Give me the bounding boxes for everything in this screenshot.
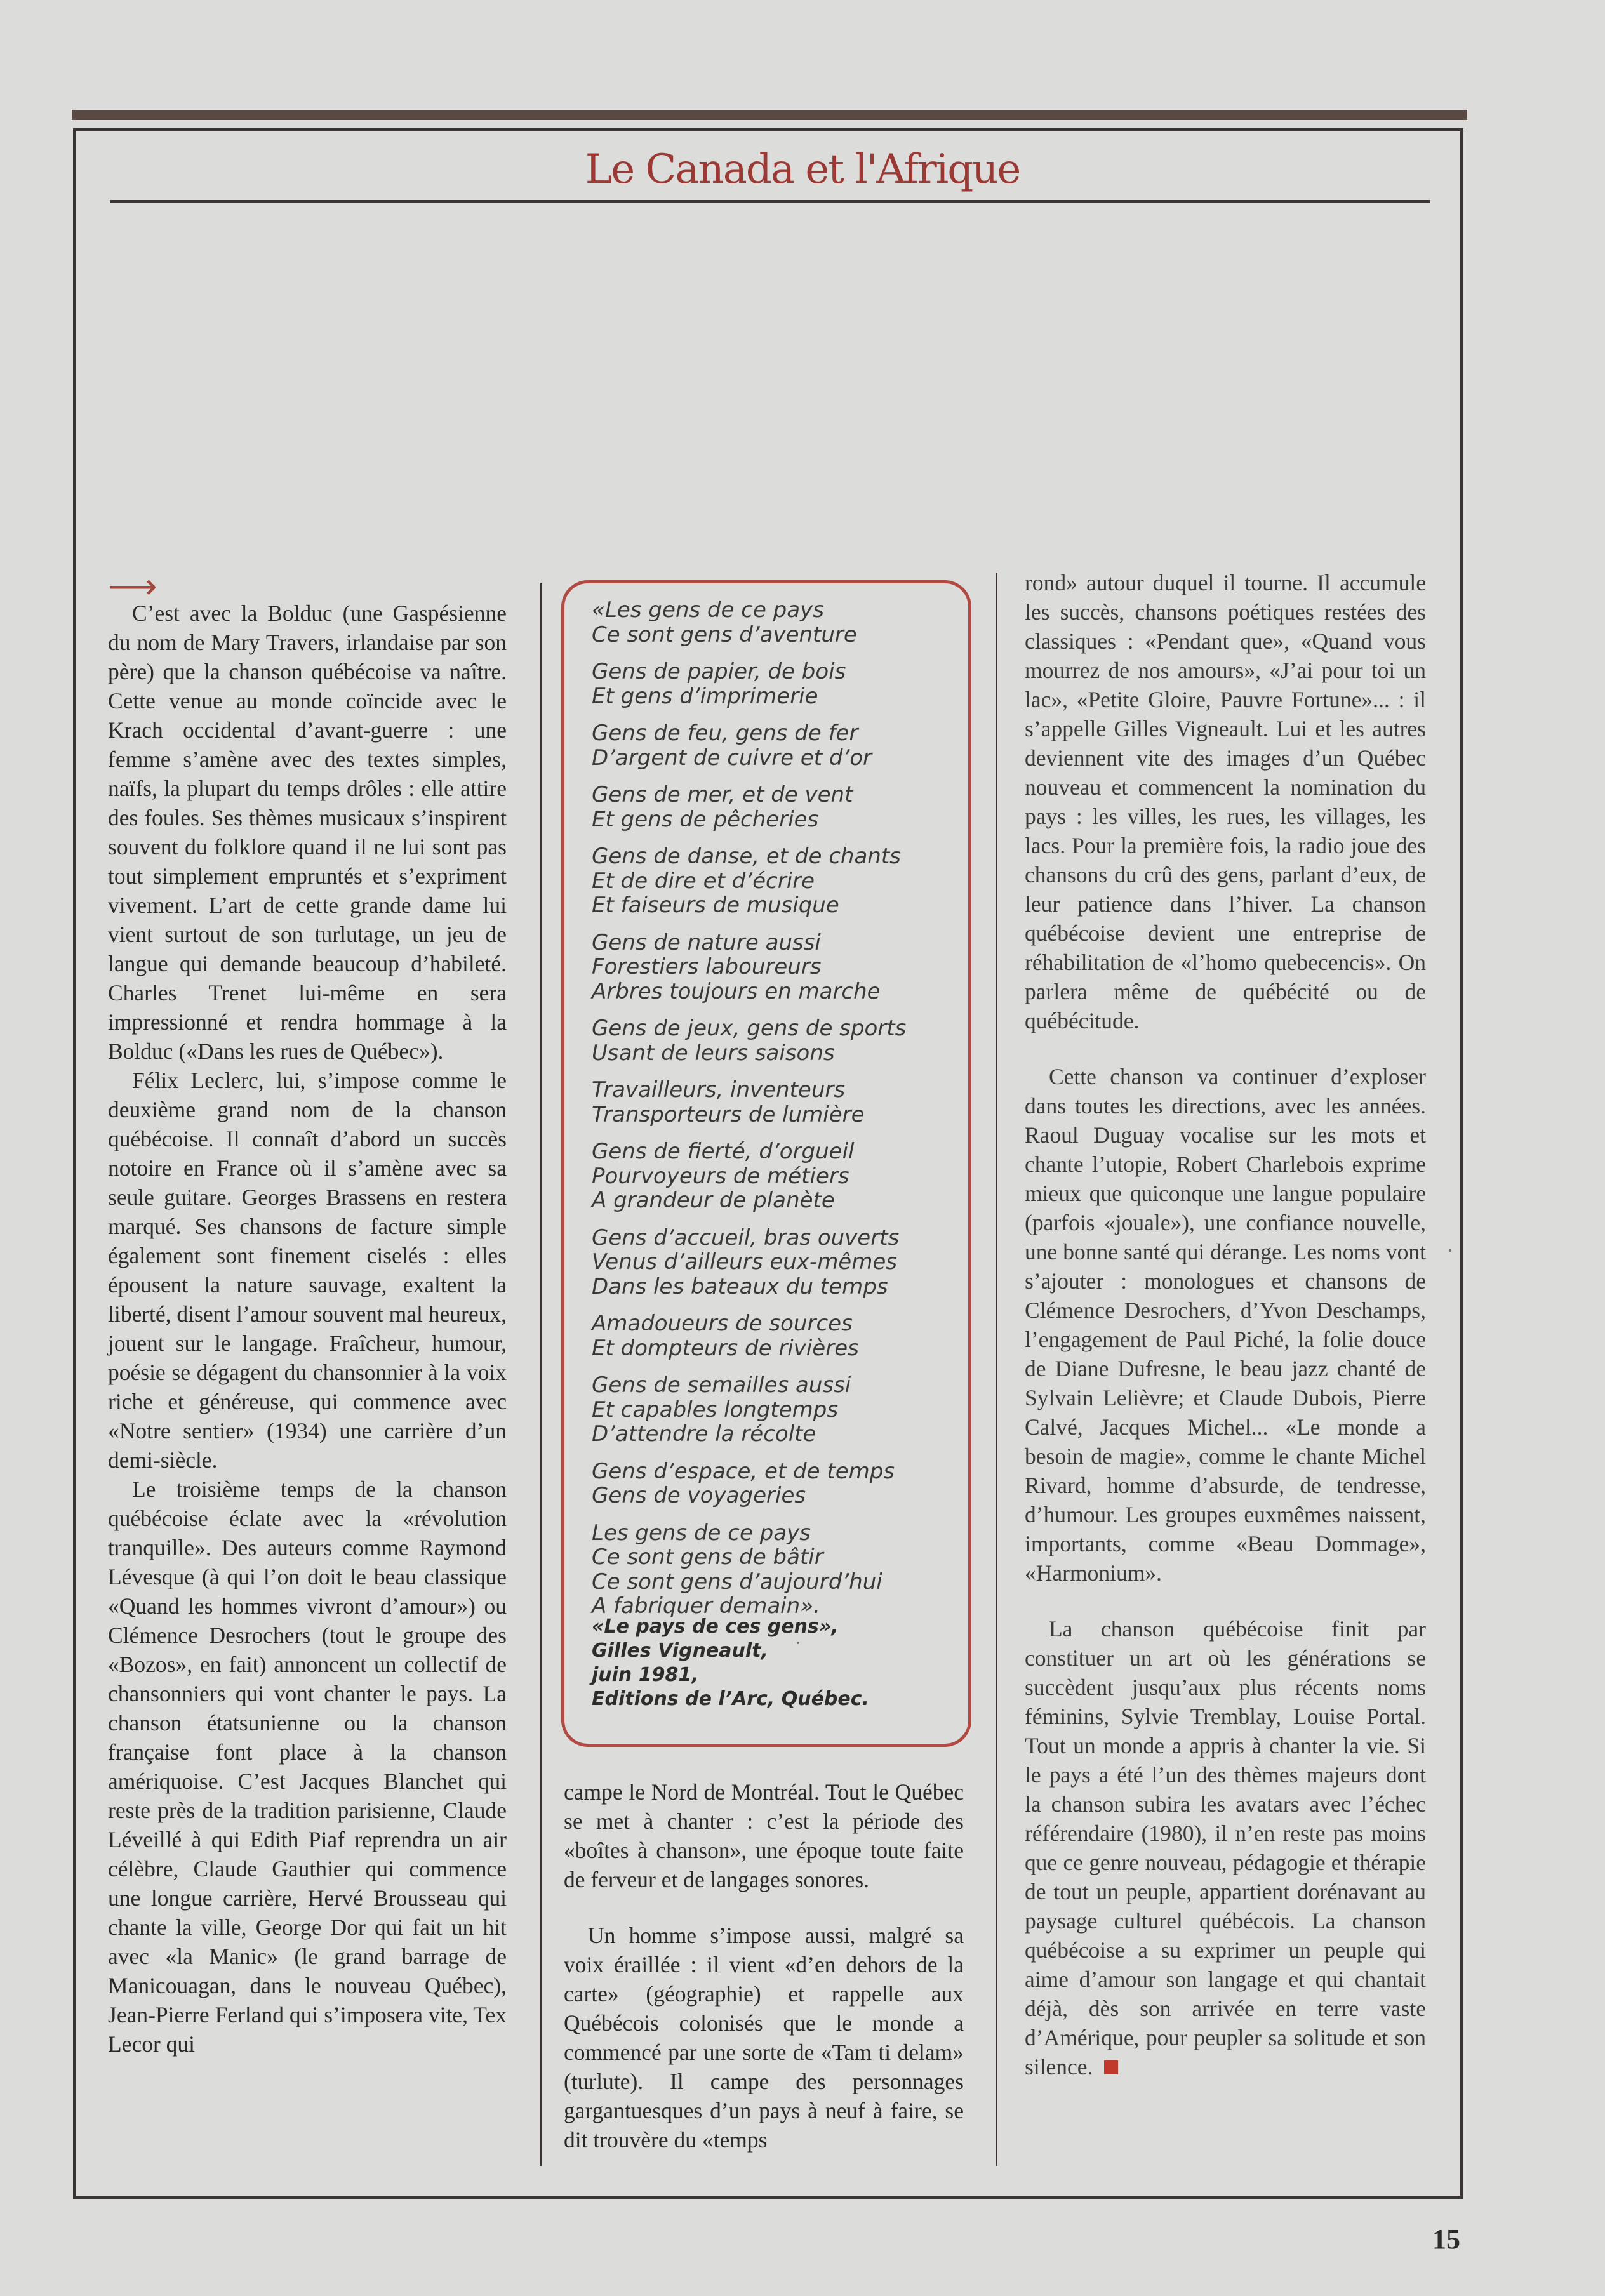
poem-line: Transporteurs de lumière (592, 1101, 865, 1127)
poem-line: Gens d’espace, et de temps (592, 1458, 895, 1484)
poem-stanza (592, 721, 960, 770)
poem-stanza (592, 1311, 960, 1360)
credit-line: juin 1981, (592, 1664, 699, 1686)
article-column-3 (1025, 568, 1426, 2081)
column-divider-left (540, 583, 542, 2166)
credit-line: «Le pays de ces gens», (592, 1616, 839, 1638)
paragraph: Félix Leclerc, lui, s’impose comme le deuxième grand nom de la chanson québécoise. Il connaît d’abord un succès notoire en France où il s’amène avec sa seule guitare. Georges Brassens en restera marqué. Ses chansons de facture simple également sont finement ciselés : elles épousent la nature sauvage, exaltent la liberté, disent l’amour souvent mal heureux, jouent sur le langage. Fraîcheur, humour, poésie se dégagent du chansonnier à la voix riche et généreuse, qui commence avec «Notre sentier» (1934) une carrière d’un demi-siècle. (108, 1068, 507, 1473)
poem-stanza (592, 1459, 960, 1508)
poem-line: Usant de leurs saisons (592, 1040, 835, 1066)
poem-line: Gens de semailles aussi (592, 1372, 851, 1398)
poem-line: Amadoueurs de sources (592, 1311, 853, 1336)
paragraph: Un homme s’impose aussi, malgré sa voix éraillée : il vient «d’en dehors de la carte» (géographie) et rappelle aux Québécois colonisés que le monde a commencé par une sorte de «Tam ti delam» (turlute). Il campe des personnages gargantuesques d’un pays à neuf à faire, se dit trouvère du «temps (564, 1923, 964, 2153)
poem-credit (592, 1615, 960, 1711)
poem-line: Forestiers laboureurs (592, 954, 822, 979)
poem-line: Gens de voyageries (592, 1483, 806, 1508)
poem-stanza (592, 1373, 960, 1447)
poem-line: Gens d’accueil, bras ouverts (592, 1224, 900, 1251)
poem-line: Et gens de pêcheries (592, 806, 819, 832)
poem-line: «Les gens de ce pays (592, 597, 824, 623)
column-divider-right (996, 573, 997, 2166)
section-title: Le Canada et l'Afrique (585, 146, 1020, 193)
paragraph: Cette chanson va continuer d’exploser dans toutes les directions, avec les années. Raoul Duguay vocalise sur les mots et chante l’utopie, Robert Charlebois exprime mieux que quiconque une langue populaire (parfois «jouale»), une confiance nouvelle, une bonne santé qui dérange. Les noms vont s’ajouter : monologues et chansons de Clémence Desrochers, d’Yvon Deschamps, l’engagement de Paul Piché, la folie douce de Diane Dufresne, le beau jazz chanté de Sylvain Lelièvre; et Claude Dubois, Pierre Calvé, Jacques Michel... «Le monde a besoin de magie», comme le chante Michel Rivard, homme d’absurde, de tendresse, d’humour. Les groupes euxmêmes naissent, importants, comme «Beau Dommage», «Harmonium». (1025, 1064, 1426, 1586)
poem-stanza (592, 1016, 960, 1065)
poem-line: Gens de jeux, gens de sports (592, 1016, 907, 1041)
poem-line: Gens de danse, et de chants (592, 844, 901, 869)
poem-line: Et dompteurs de rivières (592, 1335, 859, 1361)
poem-line: Arbres toujours en marche (592, 978, 881, 1004)
poem-line: Gens de feu, gens de fer (592, 720, 858, 746)
poem-line: Venus d’ailleurs eux-mêmes (592, 1249, 897, 1275)
article-column-2 (564, 1777, 964, 2154)
poem-stanza (592, 1078, 960, 1127)
poem-line: Pourvoyeurs de métiers (592, 1163, 849, 1189)
paragraph (1025, 1614, 1426, 2081)
credit-line: Gilles Vigneault, (592, 1640, 768, 1662)
poem-stanza (592, 844, 960, 918)
scan-dot (797, 1642, 799, 1644)
poem-block (592, 598, 960, 1631)
poem-stanza (592, 783, 960, 832)
poem-line: Et faiseurs de musique (592, 893, 839, 918)
poem-line: Gens de nature aussi (592, 929, 821, 955)
poem-line: Travailleurs, inventeurs (592, 1077, 846, 1103)
poem-stanza (592, 1521, 960, 1619)
article-column-1 (108, 599, 507, 2059)
header-rule (110, 200, 1430, 203)
paragraph: C’est avec la Bolduc (une Gaspésienne du nom de Mary Travers, irlandaise par son père) que la chanson québécoise va naître. Cette venue au monde coïncide avec le Krach occidental d’avant-guerre : une femme s’amène avec des textes simples, naïfs, la plupart du temps drôles : elle attire des foules. Ses thèmes musicaux s’inspirent souvent du folklore quand il ne lui sont pas tout simplement empruntés et s’expriment vivement. L’art de cette grande dame lui vient surtout de son turlutage, un jeu de langue qui demande beaucoup d’habileté. Charles Trenet lui-même en sera impressionné et rendra hommage à la Bolduc («Dans les rues de Québec»). (108, 601, 507, 1064)
poem-stanza (592, 1226, 960, 1299)
poem-line: Ce sont gens d’aujourd’hui (592, 1569, 882, 1595)
poem-line: D’argent de cuivre et d’or (592, 745, 872, 771)
poem-line: Gens de papier, de bois (592, 659, 846, 684)
poem-line: Et gens d’imprimerie (592, 683, 818, 709)
poem-line: Et de dire et d’écrire (592, 868, 815, 894)
scan-dot (1449, 1249, 1451, 1252)
poem-line: D’attendre la récolte (592, 1421, 816, 1447)
paragraph: campe le Nord de Montréal. Tout le Québec se met à chanter : c’est la période des «boîtes à chanson», une époque toute faite de ferveur et de langages sonores. (564, 1779, 964, 1892)
poem-line: Dans les bateaux du temps (592, 1273, 888, 1299)
poem-line: Ce sont gens de bâtir (592, 1544, 823, 1570)
poem-stanza (592, 660, 960, 708)
poem-line: Les gens de ce pays (592, 1520, 811, 1546)
end-of-article-mark (1104, 2060, 1118, 2074)
paragraph: rond» autour duquel il tourne. Il accumule les succès, chansons poétiques restées des classiques : «Pendant que», «Quand vous mourrez de nos amours», «J’ai pour toi un lac», «Petite Gloire, Pauvre Fortune»... : il s’appelle Gilles Vigneault. Lui et les autres deviennent vite des images d’un Québec nouveau et commencent la nomination du pays : les villes, les rues, les villages, les lacs. Pour la première fois, la radio joue des chansons du crû des gens, parlant d’eux, de leur patience dans l’hiver. La chanson québécoise devient une entreprise de réhabilitation de «l’homo quebecencis». On parlera même de québécité ou de québécitude. (1025, 570, 1426, 1033)
poem-line: Gens de mer, et de vent (592, 782, 853, 807)
poem-line: A fabriquer demain». (592, 1593, 820, 1619)
page-number: 15 (1432, 2224, 1460, 2255)
paragraph-text: La chanson québécoise finit par constituer un art où les générations se succèdent jusqu’aux plus récents noms féminins, Sylvie Tremblay, Louise Portal. Tout un monde a appris à chanter la vie. Si le pays a été l’un des thèmes majeurs dont la chanson subira les avatars avec l’échec référendaire (1980), il n’en reste pas moins que ce genre nouveau, pédagogie et thérapie de tout un peuple, appartient dorénavant au paysage culturel québécois. La chanson québécoise a su exprimer un peuple qui aime d’amour son langage et qui chantait déjà, dès son arrivée en terre vaste d’Amérique, pour peupler sa solitude et son silence. (1025, 1616, 1426, 2080)
poem-line: Ce sont gens d’aventure (592, 621, 857, 647)
credit-line: Editions de l’Arc, Québec. (592, 1688, 869, 1710)
poem-stanza (592, 1139, 960, 1213)
top-rule (72, 110, 1467, 120)
arrow-right-icon: ⟶ (108, 567, 157, 606)
poem-line: Et capables longtemps (592, 1397, 839, 1423)
poem-line: A grandeur de planète (592, 1188, 835, 1213)
poem-stanza (592, 598, 960, 647)
poem-stanza (592, 931, 960, 1004)
poem-line: Gens de fierté, d’orgueil (592, 1139, 855, 1164)
paragraph: Le troisième temps de la chanson québécoise éclate avec la «révolution tranquille». Des auteurs comme Raymond Lévesque (à qui l’on doit le beau classique «Quand les hommes vivront d’amour») ou Clémence Desrochers (tout le groupe des «Bozos», en fait) annoncent un collectif de chansonniers qui vont chanter le pays. La chanson étatsunienne ou la chanson française font place à la chanson amériquoise. C’est Jacques Blanchet qui reste près de la tradition parisienne, Claude Léveillé à qui Edith Piaf reprendra un air célèbre, Claude Gauthier qui commence une longue carrière, Hervé Brousseau qui chante la ville, George Dor qui fait un hit avec «la Manic» (le grand barrage de Manicouagan, dans le nouveau Québec), Jean-Pierre Ferland qui s’imposera vite, Tex Lecor qui (108, 1476, 507, 2057)
